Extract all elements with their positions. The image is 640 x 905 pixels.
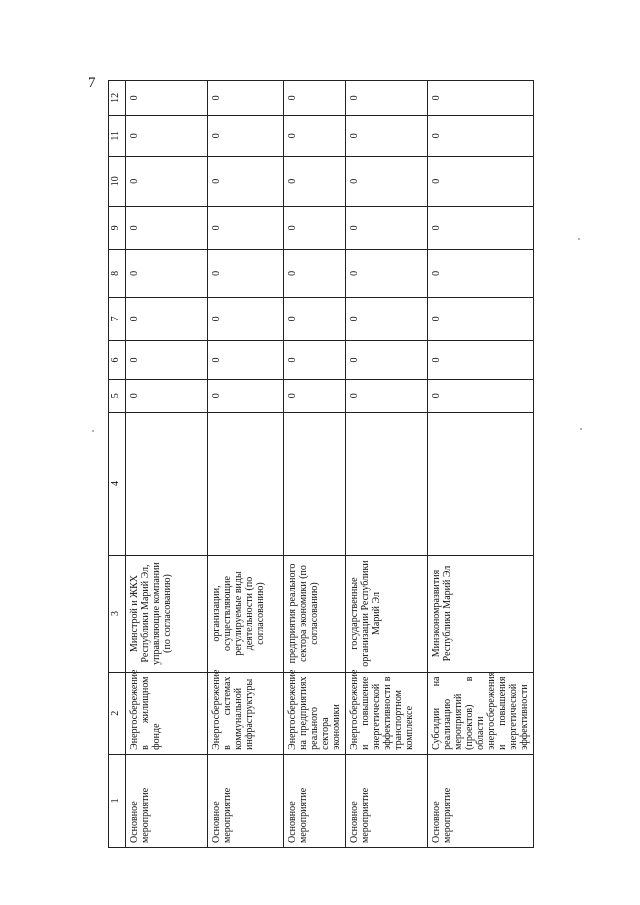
table-row [208,81,284,848]
value-cell: 0 [284,115,346,156]
header-cell: 5 [109,380,126,413]
value-cell: 0 [126,206,208,249]
measure-executor: предприятия реального сектора экономики (по согласованию) [284,555,346,672]
header-cell: 9 [109,206,126,249]
value-cell: 0 [428,250,534,298]
value-cell: 0 [428,380,534,413]
value-cell: 0 [208,115,284,156]
header-cell: 8 [109,250,126,298]
value-cell: 0 [126,380,208,413]
value-cell: 0 [208,341,284,380]
scan-speck [580,428,582,430]
measure-executor: Минстрой и ЖКХ Республики Марий Эл, управляющие компании (по согласованию) [126,555,208,672]
header-cell: 7 [109,297,126,340]
scan-speck [578,238,580,240]
measure-col4 [346,412,428,555]
measure-executor: Минэкономразвития Республики Марий Эл [428,555,534,672]
measure-col4 [428,412,534,555]
value-cell: 0 [346,380,428,413]
header-cell: 6 [109,341,126,380]
value-cell: 0 [126,341,208,380]
header-cell: 2 [109,672,126,754]
value-cell: 0 [428,81,534,116]
measure-executor: государственные организации Республики Марий Эл [346,555,428,672]
measure-type: Основное мероприятие [346,754,428,847]
value-cell: 0 [428,115,534,156]
value-cell: 0 [346,297,428,340]
value-cell: 0 [284,250,346,298]
scan-speck [92,430,94,432]
header-cell: 10 [109,156,126,206]
table-row [126,81,208,848]
header-row [109,81,126,848]
measure-name: Субсидии на реализацию мероприятий (проектов) в области энергосбережения и повышения энергетической эффективности [428,672,534,754]
value-cell: 0 [284,380,346,413]
value-cell: 0 [208,380,284,413]
value-cell: 0 [428,341,534,380]
measure-name: Энергосбережение и повышение энергетической эффективности в транспортном комплексе [346,672,428,754]
value-cell: 0 [126,156,208,206]
value-cell: 0 [346,115,428,156]
value-cell: 0 [208,81,284,116]
table-row [346,81,428,848]
measure-type: Основное мероприятие [428,754,534,847]
value-cell: 0 [346,81,428,116]
header-cell: 3 [109,555,126,672]
value-cell: 0 [284,206,346,249]
value-cell: 0 [346,250,428,298]
value-cell: 0 [126,297,208,340]
value-cell: 0 [346,341,428,380]
table-row [428,81,534,848]
value-cell: 0 [346,156,428,206]
value-cell: 0 [208,297,284,340]
value-cell: 0 [126,81,208,116]
measure-col4 [208,412,284,555]
value-cell: 0 [208,206,284,249]
measure-type: Основное мероприятие [284,754,346,847]
value-cell: 0 [346,206,428,249]
table-row [284,81,346,848]
value-cell: 0 [428,206,534,249]
value-cell: 0 [284,81,346,116]
value-cell: 0 [208,156,284,206]
value-cell: 0 [428,297,534,340]
value-cell: 0 [126,250,208,298]
value-cell: 0 [208,250,284,298]
measure-executor: организации, осуществляющие регулируемые виды деятельности (по согласованию) [208,555,284,672]
header-cell: 1 [109,754,126,847]
measure-name: Энергосбережение в жилищном фонде [126,672,208,754]
measure-type: Основное мероприятие [126,754,208,847]
measure-col4 [126,412,208,555]
measures-table [108,80,534,848]
value-cell: 0 [284,297,346,340]
header-cell: 4 [109,412,126,555]
value-cell: 0 [284,341,346,380]
value-cell: 0 [126,115,208,156]
header-cell: 11 [109,115,126,156]
value-cell: 0 [428,156,534,206]
header-cell: 12 [109,81,126,116]
measure-type: Основное мероприятие [208,754,284,847]
measure-name: Энергосбережение на предприятиях реального сектора экономики [284,672,346,754]
value-cell: 0 [284,156,346,206]
measure-col4 [284,412,346,555]
page-number: 7 [88,75,96,91]
measure-name: Энергосбережение в системах коммунальной инфраструктуры [208,672,284,754]
rotated-table-container [108,80,530,848]
